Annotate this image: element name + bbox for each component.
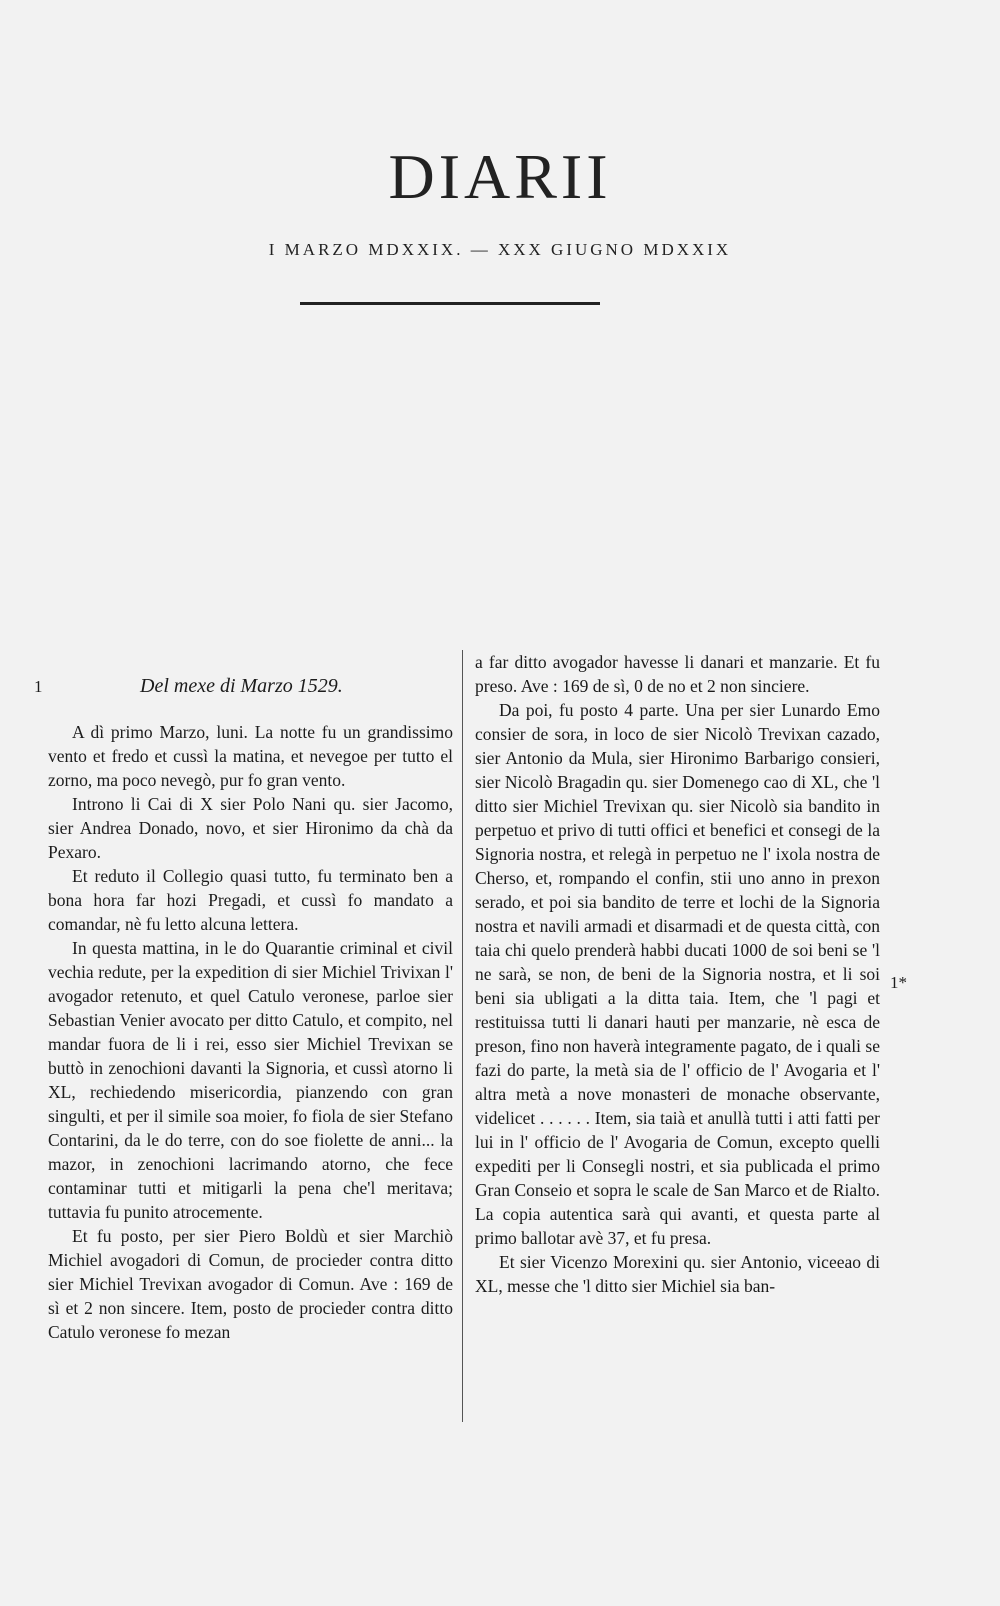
title-rule xyxy=(300,302,600,305)
paragraph: Da poi, fu posto 4 parte. Una per sier Lunardo Emo consier de sora, in loco de sier Nicolò Trevixan cazado, sier Antonio da Mula, sier Hironimo Barbarigo consieri, sier Nicolò Bragadin qu. sier Domenego cao di XL, che 'l ditto sier Michiel Trevixan qu. sier Nicolò sia bandito in perpetuo et privo di tutti offici et benefici et consegi de la Signoria nostra, et relegà in perpetuo ne l' ixola nostra de Cherso, et, rompando el confin, stii uno anno in prexon serado, et poi sia bandito de terre et lochi de la Signoria nostra et navili armadi et disarmadi et de questa città, con taia chi quelo prenderà habbi ducati 1000 de soi beni se 'l ne sarà, se non, de beni de la Signoria nostra, et li soi beni sia ubligati a la ditta taia. Item, che 'l pagi et restituissa tutti li danari hauti per manzarie, nè esca de preson, fino non haverà integramente pagato, de i quali se fazi do parte, la metà sia de l' officio de l' Avogaria et l' altra metà a nove monasteri de monache observante, videlicet . . . . . . Item, sia taià et anullà tutti i atti fatti per lui in l' officio de l' Avogaria de Comun, excepto quelli expediti per li Consegli nostri, et sia publicada el primo Gran Conseio et sopra le scale de San Marco et de Rialto. La copia autentica sarà qui avanti, et questa parte al primo ballotar avè 37, et fu presa. xyxy=(475,700,880,1248)
page-title: DIARII xyxy=(388,141,612,212)
margin-number-right: 1* xyxy=(890,973,907,992)
section-heading: Del mexe di Marzo 1529. xyxy=(140,675,343,697)
paragraph: Et sier Vicenzo Morexini qu. sier Antonio, viceeao di XL, messe che 'l ditto sier Michiel sia ban- xyxy=(475,1252,880,1296)
paragraph: A dì primo Marzo, luni. La notte fu un grandissimo vento et fredo et cussì la matina, et nevegoe per tutto el zorno, ma poco nevegò, pur fo gran vento. xyxy=(48,722,453,790)
paragraph: Introno li Cai di X sier Polo Nani qu. sier Jacomo, sier Andrea Donado, novo, et sier Hironimo da chà da Pexaro. xyxy=(48,794,453,862)
paragraph: Et fu posto, per sier Piero Boldù et sier Marchiò Michiel avogadori di Comun, de procieder contra ditto sier Michiel Trevixan avogador di Comun. Ave : 169 de sì et 2 non sincere. Item, posto de procieder contra ditto Catulo veronese fo mezan xyxy=(48,1226,453,1342)
left-column xyxy=(48,720,453,1344)
paragraph: In questa mattina, in le do Quarantie criminal et civil vechia redute, per la expedition di sier Michiel Trivixan l' avogador retenuto, et quel Catulo veronese, parloe sier Sebastian Venier avocato per ditto Catulo, et compito, nel mandar fuora de li i rei, esso sier Michiel Trevixan se buttò in zenochioni davanti la Signoria, et cussì atorno li XL, rechiedendo misericordia, pianzendo con gran singulti, et per il simile soa moier, fo fiola de sier Stefano Contarini, da le do terre, con do soe fiolette de anni... la mazor, in zenochioni lacrimando atorno, che fece contaminar tutti et mitigarli la pena che'l meritava; tuttavia fu punito atrocemente. xyxy=(48,938,453,1222)
column-divider xyxy=(462,650,463,1422)
paragraph: Et reduto il Collegio quasi tutto, fu terminato ben a bona hora far hozi Pregadi, et cussì fo mandato a comandar, nè fu letto alcuna lettera. xyxy=(48,866,453,934)
margin-number-left: 1 xyxy=(34,677,43,696)
paragraph: a far ditto avogador havesse li danari et manzarie. Et fu preso. Ave : 169 de sì, 0 de no et 2 non sinciere. xyxy=(475,652,880,696)
page-subtitle: I MARZO MDXXIX. — XXX GIUGNO MDXXIX xyxy=(268,240,732,259)
right-column xyxy=(475,650,880,1298)
